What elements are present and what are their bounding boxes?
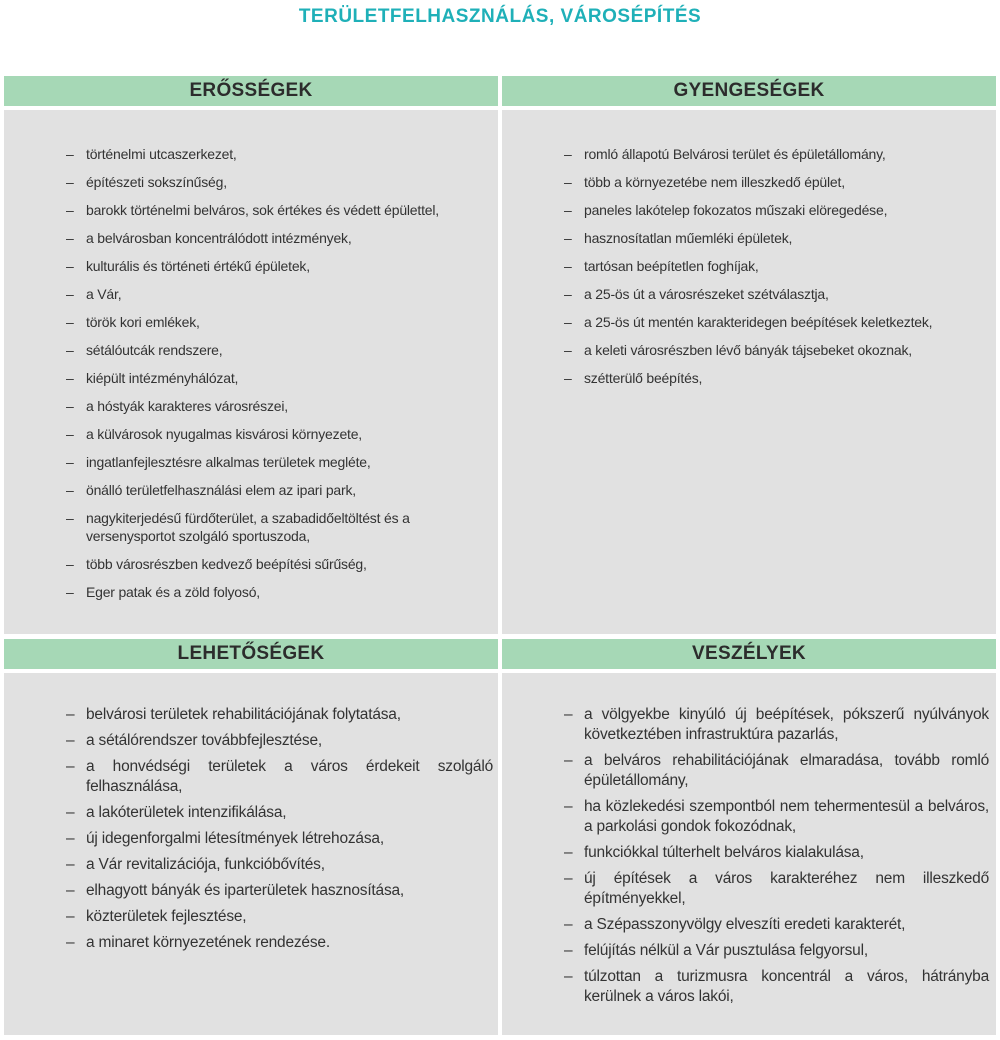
list-item: – szétterülő beépítés,	[564, 369, 984, 387]
strengths-heading: ERŐSSÉGEK	[4, 76, 498, 106]
list-item: – romló állapotú Belvárosi terület és épületállomány,	[564, 145, 984, 163]
list-item: – a minaret környezetének rendezése.	[66, 933, 493, 953]
list-item: – a belvárosban koncentrálódott intézmények,	[66, 229, 492, 247]
list-item: – funkciókkal túlterhelt belváros kialakulása,	[564, 843, 989, 863]
list-item: – a lakóterületek intenzifikálása,	[66, 803, 493, 823]
list-item: – történelmi utcaszerkezet,	[66, 145, 492, 163]
list-item: – Eger patak és a zöld folyosó,	[66, 583, 492, 601]
list-item: – a keleti városrészben lévő bányák tájsebeket okoznak,	[564, 341, 984, 359]
list-item: – ingatlanfejlesztésre alkalmas területek megléte,	[66, 453, 492, 471]
list-item: – felújítás nélkül a Vár pusztulása felgyorsul,	[564, 941, 989, 961]
threats-body	[502, 673, 996, 1035]
list-item: – belvárosi területek rehabilitációjának folytatása,	[66, 705, 493, 725]
list-item: – építészeti sokszínűség,	[66, 173, 492, 191]
list-item: – hasznosítatlan műemléki épületek,	[564, 229, 984, 247]
list-item: – a 25-ös út mentén karakteridegen beépítések keletkeztek,	[564, 313, 984, 331]
threats-panel	[502, 639, 996, 1035]
opportunities-body	[4, 673, 498, 1035]
threats-heading: VESZÉLYEK	[502, 639, 996, 669]
weaknesses-body	[502, 110, 996, 634]
list-item: – közterületek fejlesztése,	[66, 907, 493, 927]
list-item: – túlzottan a turizmusra koncentrál a város, hátrányba kerülnek a város lakói,	[564, 967, 989, 1007]
list-item: – török kori emlékek,	[66, 313, 492, 331]
opportunities-list	[66, 705, 493, 959]
list-item: – önálló területfelhasználási elem az ipari park,	[66, 481, 492, 499]
list-item: – a sétálórendszer továbbfejlesztése,	[66, 731, 493, 751]
list-item: – a külvárosok nyugalmas kisvárosi környezete,	[66, 425, 492, 443]
list-item: – új idegenforgalmi létesítmények létrehozása,	[66, 829, 493, 849]
list-item: – barokk történelmi belváros, sok értékes és védett épülettel,	[66, 201, 492, 219]
strengths-panel	[4, 76, 498, 634]
page-title: TERÜLETFELHASZNÁLÁS, VÁROSÉPÍTÉS	[298, 6, 702, 27]
list-item: – paneles lakótelep fokozatos műszaki elöregedése,	[564, 201, 984, 219]
weaknesses-heading: GYENGESÉGEK	[502, 76, 996, 106]
list-item: – a Vár revitalizációja, funkcióbővítés,	[66, 855, 493, 875]
list-item: – nagykiterjedésű fürdőterület, a szabadidőeltöltést és a versenysportot szolgáló sportuszoda,	[66, 509, 492, 545]
list-item: – sétálóutcák rendszere,	[66, 341, 492, 359]
list-item: – a belváros rehabilitációjának elmaradása, tovább romló épületállomány,	[564, 751, 989, 791]
list-item: – több a környezetébe nem illeszkedő épület,	[564, 173, 984, 191]
list-item: – a hóstyák karakteres városrészei,	[66, 397, 492, 415]
list-item: – tartósan beépítetlen foghíjak,	[564, 257, 984, 275]
list-item: – ha közlekedési szempontból nem tehermentesül a belváros, a parkolási gondok fokozódnak,	[564, 797, 989, 837]
weaknesses-panel	[502, 76, 996, 634]
list-item: – elhagyott bányák és iparterületek hasznosítása,	[66, 881, 493, 901]
list-item: – a Szépasszonyvölgy elveszíti eredeti karakterét,	[564, 915, 989, 935]
strengths-body	[4, 110, 498, 634]
list-item: – új építések a város karakteréhez nem illeszkedő építményekkel,	[564, 869, 989, 909]
list-item: – a Vár,	[66, 285, 492, 303]
weaknesses-list	[564, 145, 984, 397]
list-item: – a 25-ös út a városrészeket szétválasztja,	[564, 285, 984, 303]
list-item: – kiépült intézményhálózat,	[66, 369, 492, 387]
strengths-list	[66, 145, 492, 611]
list-item: – kulturális és történeti értékű épületek,	[66, 257, 492, 275]
opportunities-panel	[4, 639, 498, 1035]
opportunities-heading: LEHETŐSÉGEK	[4, 639, 498, 669]
list-item: – több városrészben kedvező beépítési sűrűség,	[66, 555, 492, 573]
list-item: – a honvédségi területek a város érdekeit szolgáló felhasználása,	[66, 757, 493, 797]
list-item: – a völgyekbe kinyúló új beépítések, pókszerű nyúlványok következtében infrastruktúra pazarlás,	[564, 705, 989, 745]
threats-list	[564, 705, 989, 1013]
